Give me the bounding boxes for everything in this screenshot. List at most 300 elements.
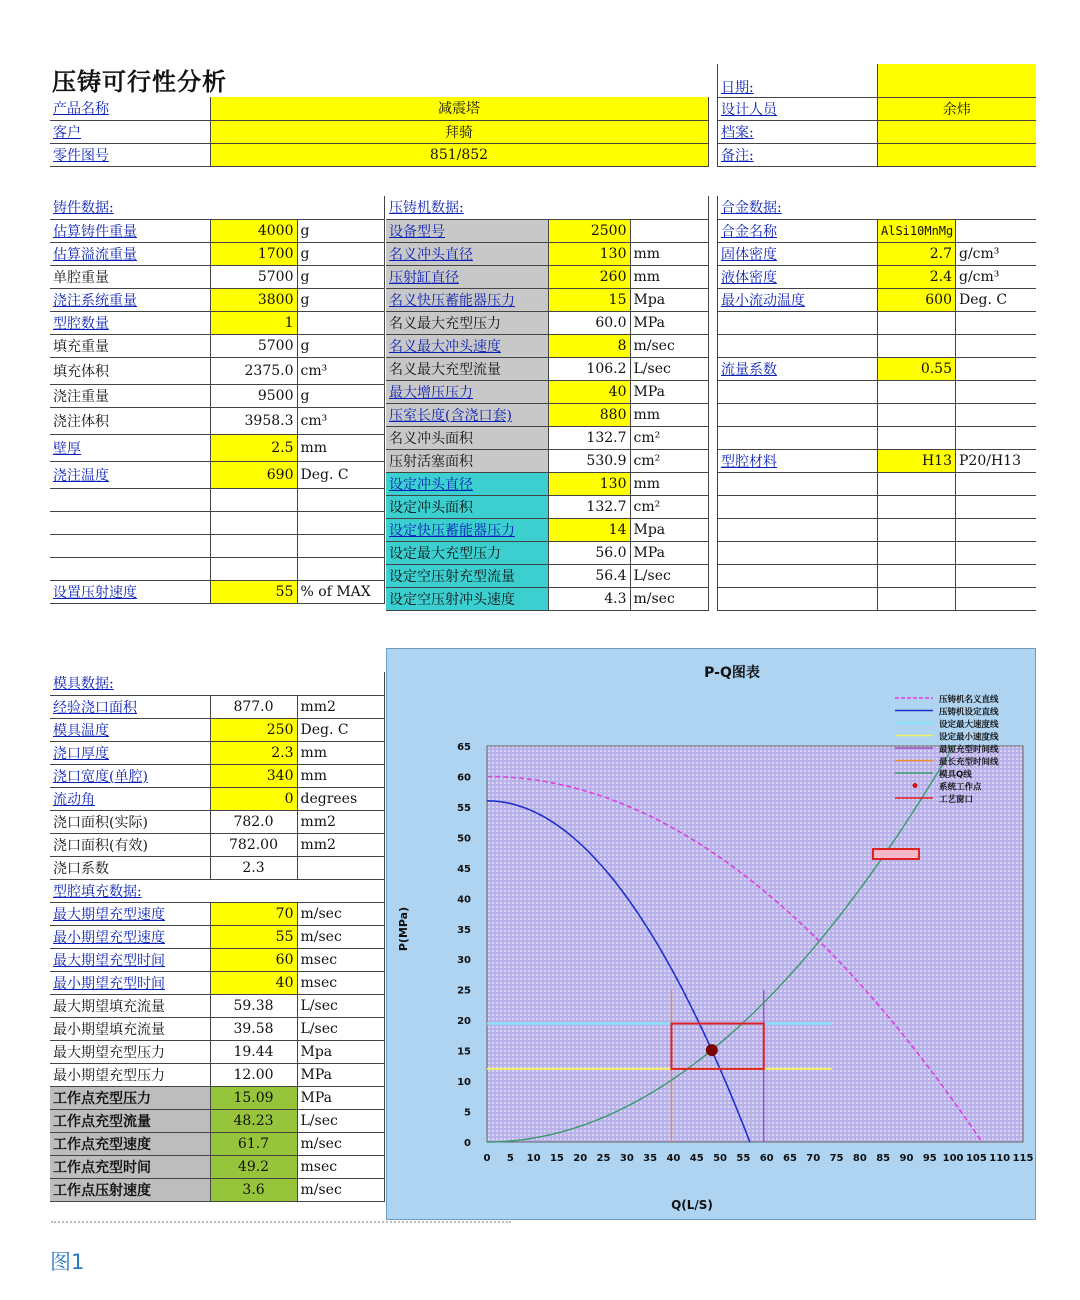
- cavity-label-text[interactable]: 最小期望充型速度: [53, 929, 165, 946]
- casting-value[interactable]: [210, 311, 297, 334]
- casting-unit-text: cm³: [300, 412, 328, 429]
- die-label: [50, 718, 210, 741]
- alloy-title-text[interactable]: 合金数据:: [721, 200, 782, 217]
- cavity-label-text[interactable]: 最大期望充型速度: [53, 906, 165, 923]
- cavity-label: [50, 1063, 210, 1086]
- alloy-row: [718, 449, 1036, 472]
- legend-window-box: [873, 849, 919, 859]
- die-row: [50, 695, 384, 718]
- casting-value[interactable]: [210, 461, 297, 488]
- alloy-row: [718, 219, 1036, 242]
- alloy-label-text[interactable]: 型腔材料: [721, 453, 777, 470]
- machine-value-text: 880: [599, 406, 627, 423]
- chart-title: P-Q图表: [704, 665, 760, 681]
- die-value-text: 782.0: [233, 813, 274, 830]
- x-tick-label: 10: [526, 1153, 541, 1164]
- machine-value-text: 530.9: [586, 452, 627, 469]
- cavity-value: [210, 1086, 297, 1109]
- cavity-unit: [297, 925, 384, 948]
- header-value[interactable]: [878, 143, 1036, 166]
- alloy-unit: [956, 242, 1036, 265]
- alloy-label: [718, 357, 878, 380]
- page-title: 压铸可行性分析: [52, 68, 227, 96]
- cavity-row: [50, 902, 384, 925]
- cavity-label-text: 工作点压射速度: [53, 1182, 151, 1199]
- casting-value-text: 9500: [257, 387, 294, 404]
- header-value[interactable]: [878, 97, 1036, 120]
- die-unit: [297, 718, 384, 741]
- alloy-unit: [956, 380, 1036, 403]
- alloy-row: [718, 587, 1036, 610]
- machine-unit-text: mm: [633, 268, 661, 285]
- alloy-value[interactable]: [878, 357, 956, 380]
- cavity-label-text: 工作点充型速度: [53, 1136, 151, 1153]
- x-tick-label: 5: [506, 1153, 514, 1164]
- blank-cell: [956, 196, 1036, 219]
- cavity-value[interactable]: [210, 971, 297, 994]
- cavity-value[interactable]: [210, 948, 297, 971]
- die-value: [210, 695, 297, 718]
- casting-value[interactable]: [210, 580, 297, 603]
- cavity-title-text[interactable]: 型腔填充数据:: [53, 883, 142, 900]
- blank-cell: [210, 196, 297, 219]
- casting-label-text[interactable]: 设置压射速度: [53, 584, 137, 601]
- alloy-label: [718, 495, 878, 518]
- cavity-title: [50, 879, 210, 902]
- die-label-text[interactable]: 浇口厚度: [53, 745, 109, 762]
- machine-label-text[interactable]: 压射缸直径: [389, 269, 459, 286]
- machine-label: [386, 449, 548, 472]
- y-tick-label: 25: [457, 985, 471, 997]
- die-label-text[interactable]: 模具温度: [53, 722, 109, 739]
- cavity-value-text: 39.58: [233, 1020, 274, 1037]
- alloy-label: [718, 587, 878, 610]
- casting-title-text[interactable]: 铸件数据:: [53, 200, 114, 217]
- die-unit: [297, 810, 384, 833]
- cavity-value-text: 55: [275, 928, 294, 945]
- casting-label: [50, 534, 210, 557]
- casting-value[interactable]: [210, 434, 297, 461]
- machine-label-text[interactable]: 设定快压蓄能器压力: [389, 522, 515, 539]
- cavity-unit: [297, 1109, 384, 1132]
- die-unit: [297, 833, 384, 856]
- header-row: [718, 97, 1036, 120]
- casting-value[interactable]: [210, 288, 297, 311]
- casting-row: [50, 407, 384, 434]
- machine-label: [386, 495, 548, 518]
- alloy-value-text: 600: [925, 291, 952, 308]
- machine-value-text: 60.0: [595, 314, 627, 331]
- machine-row: [386, 541, 708, 564]
- die-unit: [297, 741, 384, 764]
- die-label: [50, 764, 210, 787]
- header-label-text[interactable]: 档案:: [721, 124, 754, 141]
- casting-value: [210, 265, 297, 288]
- machine-value-text: 40: [608, 383, 627, 400]
- casting-unit: [297, 334, 384, 357]
- section-title-row: [50, 196, 384, 219]
- die-data-table: [50, 672, 385, 1202]
- cavity-row: [50, 1063, 384, 1086]
- machine-label: [386, 334, 548, 357]
- cavity-label-text: 工作点充型流量: [53, 1113, 151, 1130]
- blank-cell: [297, 879, 384, 902]
- x-tick-label: 35: [643, 1153, 658, 1164]
- casting-unit: [297, 311, 384, 334]
- alloy-value: [878, 564, 956, 587]
- cavity-unit-text: m/sec: [300, 1135, 342, 1152]
- casting-unit-text: g: [300, 337, 310, 354]
- machine-unit-text: mm: [633, 406, 661, 423]
- die-label-text[interactable]: 流动角: [53, 791, 95, 808]
- cavity-label: [50, 1040, 210, 1063]
- die-unit: [297, 787, 384, 810]
- casting-label: [50, 242, 210, 265]
- machine-value-text: 14: [608, 521, 627, 538]
- machine-row: [386, 518, 708, 541]
- casting-unit: [297, 461, 384, 488]
- cavity-unit-text: m/sec: [300, 905, 342, 922]
- machine-label-text: 设定空压射充型流量: [389, 568, 515, 585]
- machine-unit-text: MPa: [633, 383, 665, 400]
- header-label-text[interactable]: 设计人员: [721, 101, 777, 118]
- casting-value-text: 2375.0: [244, 362, 294, 379]
- alloy-value[interactable]: [878, 265, 956, 288]
- machine-row: [386, 426, 708, 449]
- machine-title: [386, 196, 548, 219]
- machine-value[interactable]: [548, 242, 630, 265]
- cavity-label-text[interactable]: 最大期望充型时间: [53, 952, 165, 969]
- casting-label-text[interactable]: 浇注系统重量: [53, 292, 137, 309]
- cavity-label-text: 最小期望充型压力: [53, 1067, 165, 1084]
- die-value[interactable]: [210, 764, 297, 787]
- cavity-value-text: 19.44: [233, 1043, 274, 1060]
- legend-label: 最短充型时间线: [939, 745, 999, 755]
- machine-value[interactable]: [548, 403, 630, 426]
- machine-unit-text: L/sec: [633, 567, 671, 584]
- alloy-label-text[interactable]: 最小流动温度: [721, 292, 805, 309]
- casting-label: [50, 334, 210, 357]
- die-value: [210, 856, 297, 879]
- machine-unit-text: mm: [633, 245, 661, 262]
- cavity-unit-text: L/sec: [300, 1112, 338, 1129]
- cavity-unit: [297, 994, 384, 1017]
- cavity-value-text: 15.09: [233, 1089, 274, 1106]
- header-label-text[interactable]: 备注:: [721, 147, 754, 164]
- casting-unit-text: g: [300, 387, 310, 404]
- die-row: [50, 856, 384, 879]
- die-label-text[interactable]: 浇口宽度(单腔): [53, 768, 148, 785]
- machine-label-text[interactable]: 设备型号: [389, 223, 445, 240]
- machine-unit: [630, 518, 708, 541]
- header-right-table: [717, 64, 1036, 167]
- die-value-text: 0: [284, 790, 294, 807]
- alloy-row: [718, 472, 1036, 495]
- cavity-value[interactable]: [210, 925, 297, 948]
- x-tick-label: 115: [1012, 1153, 1034, 1164]
- header-value[interactable]: [210, 143, 708, 166]
- casting-row: [50, 357, 384, 384]
- casting-label-text[interactable]: 估算溢流重量: [53, 246, 137, 263]
- machine-value: [548, 587, 630, 610]
- cavity-label: [50, 1086, 210, 1109]
- machine-value[interactable]: [548, 334, 630, 357]
- machine-unit: [630, 288, 708, 311]
- casting-label-text[interactable]: 估算铸件重量: [53, 223, 137, 240]
- machine-value-text: 56.0: [595, 544, 627, 561]
- y-tick-label: 10: [457, 1077, 471, 1089]
- die-unit-text: degrees: [300, 790, 358, 807]
- y-tick-label: 60: [457, 772, 471, 784]
- machine-value: [548, 541, 630, 564]
- die-value[interactable]: [210, 741, 297, 764]
- header-label-text[interactable]: 产品名称: [53, 101, 109, 118]
- blank-cell: [630, 196, 708, 219]
- header-value-text: 余炜: [942, 101, 971, 118]
- cavity-unit: [297, 1155, 384, 1178]
- die-value: [210, 810, 297, 833]
- machine-row: [386, 403, 708, 426]
- die-value-text: 2.3: [242, 859, 265, 876]
- machine-label: [386, 472, 548, 495]
- die-row: [50, 787, 384, 810]
- cavity-row: [50, 1155, 384, 1178]
- machine-title-text[interactable]: 压铸机数据:: [389, 200, 464, 217]
- machine-value[interactable]: [548, 518, 630, 541]
- header-left-table: [50, 97, 709, 167]
- casting-label: [50, 511, 210, 534]
- header-value[interactable]: [210, 97, 708, 120]
- casting-value[interactable]: [210, 219, 297, 242]
- machine-unit-text: Mpa: [633, 291, 666, 308]
- cavity-label-text[interactable]: 最小期望充型时间: [53, 975, 165, 992]
- cavity-value: [210, 1155, 297, 1178]
- machine-label: [386, 541, 548, 564]
- die-value[interactable]: [210, 718, 297, 741]
- cavity-row: [50, 1017, 384, 1040]
- cavity-row: [50, 1109, 384, 1132]
- alloy-value[interactable]: [878, 219, 956, 242]
- machine-row: [386, 564, 708, 587]
- header-row: [50, 97, 708, 120]
- machine-row: [386, 265, 708, 288]
- die-value-text: 340: [266, 767, 294, 784]
- alloy-label: [718, 242, 878, 265]
- machine-label: [386, 403, 548, 426]
- machine-value[interactable]: [548, 288, 630, 311]
- cavity-row: [50, 1178, 384, 1201]
- alloy-row: [718, 495, 1036, 518]
- cavity-row: [50, 948, 384, 971]
- machine-unit: [630, 242, 708, 265]
- die-value-text: 782.00: [229, 836, 278, 853]
- y-tick-label: 45: [457, 863, 471, 875]
- cavity-label: [50, 1178, 210, 1201]
- casting-value: [210, 384, 297, 407]
- casting-unit: [297, 534, 384, 557]
- alloy-value[interactable]: [878, 242, 956, 265]
- casting-value-text: 4000: [257, 222, 294, 239]
- alloy-row: [718, 242, 1036, 265]
- cavity-unit-text: m/sec: [300, 1181, 342, 1198]
- header-row: [718, 143, 1036, 166]
- legend-label: 压铸机设定直线: [939, 707, 999, 718]
- cavity-unit-text: m/sec: [300, 928, 342, 945]
- casting-row: [50, 534, 384, 557]
- blank-cell: [210, 879, 297, 902]
- header-label-text[interactable]: 客户: [53, 124, 81, 141]
- die-label: [50, 741, 210, 764]
- casting-label-text: 填充体积: [53, 363, 109, 380]
- cavity-label-text: 最大期望填充流量: [53, 998, 165, 1015]
- machine-unit: [630, 265, 708, 288]
- machine-value[interactable]: [548, 265, 630, 288]
- cavity-value[interactable]: [210, 902, 297, 925]
- header-value[interactable]: [878, 64, 1036, 97]
- machine-unit-text: L/sec: [633, 360, 671, 377]
- die-value-text: 250: [266, 721, 294, 738]
- die-value[interactable]: [210, 787, 297, 810]
- cavity-label: [50, 1132, 210, 1155]
- casting-value-text: 55: [275, 583, 294, 600]
- machine-label: [386, 242, 548, 265]
- casting-value-text: 690: [266, 466, 294, 483]
- cavity-label: [50, 902, 210, 925]
- cavity-label-text: 最小期望填充流量: [53, 1021, 165, 1038]
- cavity-label: [50, 1017, 210, 1040]
- machine-label-text[interactable]: 最大增压压力: [389, 384, 473, 401]
- die-label-text[interactable]: 经验浇口面积: [53, 699, 137, 716]
- die-title-text[interactable]: 模具数据:: [53, 676, 114, 693]
- machine-value[interactable]: [548, 219, 630, 242]
- machine-label-text[interactable]: 名义最大冲头速度: [389, 338, 501, 355]
- machine-label-text[interactable]: 设定冲头直径: [389, 476, 473, 493]
- die-unit: [297, 764, 384, 787]
- alloy-row: [718, 265, 1036, 288]
- alloy-unit-text: g/cm³: [959, 268, 1000, 285]
- section-title-row: [50, 672, 384, 695]
- alloy-label-text[interactable]: 流量系数: [721, 361, 777, 378]
- alloy-label: [718, 380, 878, 403]
- casting-data-table: [50, 196, 385, 604]
- cavity-row: [50, 971, 384, 994]
- casting-unit: [297, 384, 384, 407]
- casting-value-text: 5700: [257, 337, 294, 354]
- machine-label-text: 设定最大充型压力: [389, 545, 501, 562]
- cavity-value: [210, 1040, 297, 1063]
- header-label-text[interactable]: 零件图号: [53, 147, 109, 164]
- casting-label-text[interactable]: 壁厚: [53, 440, 81, 457]
- x-tick-label: 105: [965, 1153, 987, 1164]
- alloy-label-text[interactable]: 液体密度: [721, 269, 777, 286]
- casting-value[interactable]: [210, 242, 297, 265]
- die-unit-text: mm2: [300, 836, 336, 853]
- machine-label: [386, 426, 548, 449]
- header-value[interactable]: [878, 120, 1036, 143]
- y-tick-label: 50: [457, 833, 471, 845]
- blank-cell: [297, 196, 384, 219]
- machine-label: [386, 311, 548, 334]
- x-tick-label: 25: [596, 1153, 611, 1164]
- alloy-value[interactable]: [878, 449, 956, 472]
- casting-label: [50, 488, 210, 511]
- cavity-label-text: 工作点充型压力: [53, 1090, 151, 1107]
- y-tick-label: 65: [457, 742, 471, 753]
- alloy-unit-text: g/cm³: [959, 245, 1000, 262]
- alloy-label: [718, 334, 878, 357]
- machine-data-table: [386, 196, 709, 611]
- alloy-row: [718, 518, 1036, 541]
- machine-label: [386, 219, 548, 242]
- x-tick-label: 95: [922, 1153, 937, 1164]
- machine-label-text[interactable]: 名义快压蓄能器压力: [389, 292, 515, 309]
- cavity-unit: [297, 1017, 384, 1040]
- alloy-unit: [956, 426, 1036, 449]
- casting-label-text[interactable]: 浇注温度: [53, 467, 109, 484]
- alloy-label: [718, 219, 878, 242]
- blank-cell: [210, 672, 297, 695]
- header-row: [50, 120, 708, 143]
- machine-unit: [630, 449, 708, 472]
- die-unit-text: mm: [300, 744, 328, 761]
- cavity-label-text: 最大期望充型压力: [53, 1044, 165, 1061]
- legend-label: 最长充型时间线: [939, 757, 999, 768]
- cavity-value-text: 61.7: [237, 1135, 270, 1152]
- header-value[interactable]: [210, 120, 708, 143]
- cavity-value: [210, 1178, 297, 1201]
- legend-label: 压铸机名义直线: [939, 695, 999, 705]
- machine-value[interactable]: [548, 472, 630, 495]
- machine-unit-text: m/sec: [633, 590, 675, 607]
- casting-unit: [297, 357, 384, 384]
- machine-label-text: 名义冲头面积: [389, 430, 473, 447]
- header-label-text[interactable]: 日期:: [721, 79, 754, 96]
- cavity-value-text: 12.00: [233, 1066, 274, 1083]
- alloy-label-text[interactable]: 固体密度: [721, 246, 777, 263]
- casting-label-text[interactable]: 型腔数量: [53, 315, 109, 332]
- machine-label-text: 名义最大充型压力: [389, 315, 501, 332]
- x-tick-label: 75: [829, 1153, 844, 1164]
- casting-value: [210, 511, 297, 534]
- machine-value-text: 8: [617, 337, 627, 354]
- cavity-row: [50, 1086, 384, 1109]
- machine-row: [386, 380, 708, 403]
- alloy-label-text[interactable]: 合金名称: [721, 223, 777, 240]
- x-axis-label: Q(L/S): [671, 1198, 713, 1212]
- die-value-text: 2.3: [271, 744, 294, 761]
- cavity-label-text: 工作点充型时间: [53, 1159, 151, 1176]
- casting-row: [50, 557, 384, 580]
- machine-unit: [630, 426, 708, 449]
- machine-row: [386, 219, 708, 242]
- cavity-value-text: 3.6: [242, 1181, 265, 1198]
- machine-label-text[interactable]: 压室长度(含浇口套): [389, 407, 512, 424]
- machine-label-text: 名义最大充型流量: [389, 361, 501, 378]
- die-label-text: 浇口面积(有效): [53, 837, 148, 854]
- alloy-value[interactable]: [878, 288, 956, 311]
- machine-value[interactable]: [548, 380, 630, 403]
- alloy-value: [878, 541, 956, 564]
- y-axis-label: P(MPa): [397, 906, 410, 952]
- casting-label: [50, 219, 210, 242]
- die-row: [50, 718, 384, 741]
- legend-label: 设定最大速度线: [939, 720, 999, 730]
- x-tick-label: 45: [689, 1153, 704, 1164]
- machine-unit: [630, 403, 708, 426]
- machine-label-text[interactable]: 名义冲头直径: [389, 246, 473, 263]
- alloy-value-text: 2.4: [929, 268, 952, 285]
- machine-value: [548, 564, 630, 587]
